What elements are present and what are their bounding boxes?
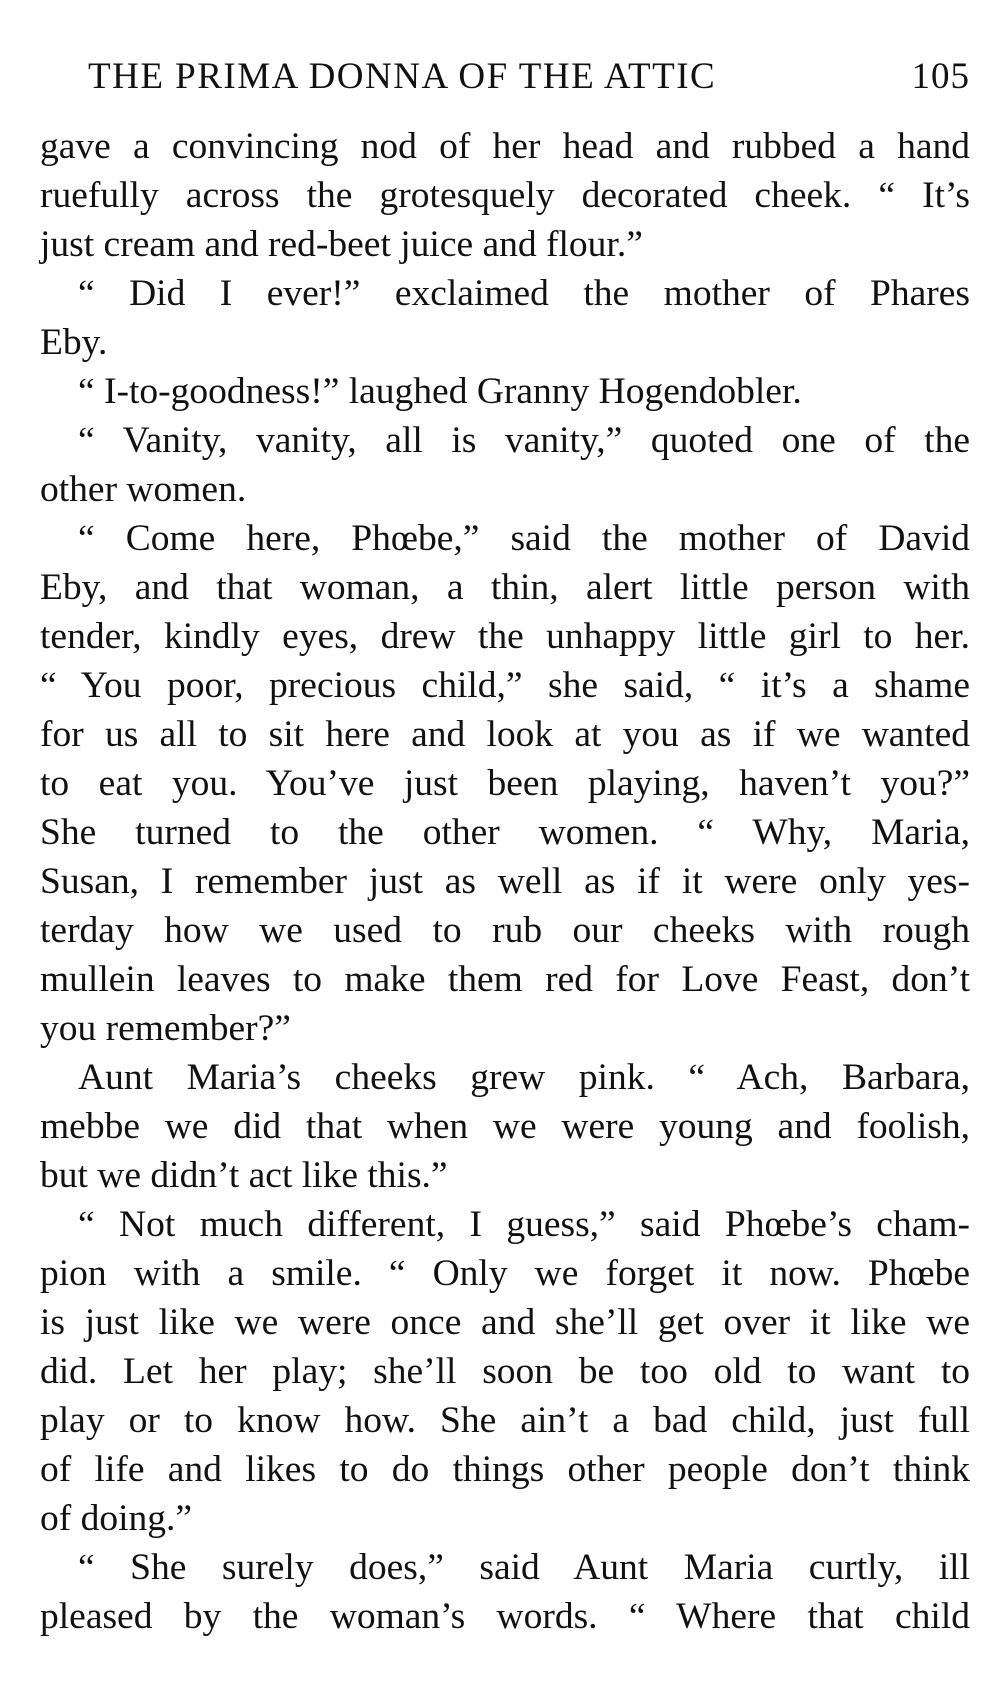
text-line: ruefully across the grotesquely decorated cheek. “ It’s <box>40 175 970 216</box>
text-line: mullein leaves to make them red for Love Feast, don’t <box>40 959 970 1000</box>
text-line: mebbe we did that when we were young and foolish, <box>40 1106 970 1147</box>
text-line: “ Did I ever!” exclaimed the mother of Phares <box>78 273 970 314</box>
text-line: Susan, I remember just as well as if it were only yes- <box>40 861 970 902</box>
text-line: “ She surely does,” said Aunt Maria curtly, ill <box>78 1547 970 1588</box>
text-line: gave a convincing nod of her head and rubbed a hand <box>40 126 970 167</box>
text-line: you remember?” <box>40 1008 291 1049</box>
running-head <box>40 52 970 102</box>
text-line: terday how we used to rub our cheeks with rough <box>40 910 970 951</box>
text-line: play or to know how. She ain’t a bad child, just full <box>40 1400 970 1441</box>
text-line: is just like we were once and she’ll get over it like we <box>40 1302 970 1343</box>
text-line: to eat you. You’ve just been playing, haven’t you?” <box>40 763 970 804</box>
text-line: of doing.” <box>40 1498 193 1539</box>
text-line: tender, kindly eyes, drew the unhappy little girl to her. <box>40 616 970 657</box>
text-line: Aunt Maria’s cheeks grew pink. “ Ach, Barbara, <box>78 1057 970 1098</box>
text-line: just cream and red-beet juice and flour.” <box>40 224 643 265</box>
text-line: of life and likes to do things other people don’t think <box>40 1449 970 1490</box>
text-line: “ You poor, precious child,” she said, “ it’s a shame <box>40 665 970 706</box>
text-line: “ Vanity, vanity, all is vanity,” quoted one of the <box>78 420 970 461</box>
text-line: Eby, and that woman, a thin, alert little person with <box>40 567 970 608</box>
text-line: other women. <box>40 469 247 510</box>
text-line: but we didn’t act like this.” <box>40 1155 448 1196</box>
page-number: 105 <box>911 56 970 97</box>
text-line: “ Not much different, I guess,” said Phœbe’s cham- <box>78 1204 970 1245</box>
text-line: “ Come here, Phœbe,” said the mother of David <box>78 518 970 559</box>
text-line: Eby. <box>40 322 108 363</box>
body-text <box>40 122 970 1641</box>
running-title: THE PRIMA DONNA OF THE ATTIC <box>88 56 717 97</box>
text-line: pion with a smile. “ Only we forget it now. Phœbe <box>40 1253 970 1294</box>
text-line: She turned to the other women. “ Why, Maria, <box>40 812 970 853</box>
text-line: did. Let her play; she’ll soon be too old to want to <box>40 1351 970 1392</box>
text-line: for us all to sit here and look at you as if we wanted <box>40 714 970 755</box>
text-line: pleased by the woman’s words. “ Where that child <box>40 1596 970 1637</box>
text-line: “ I-to-goodness!” laughed Granny Hogendobler. <box>78 371 802 412</box>
